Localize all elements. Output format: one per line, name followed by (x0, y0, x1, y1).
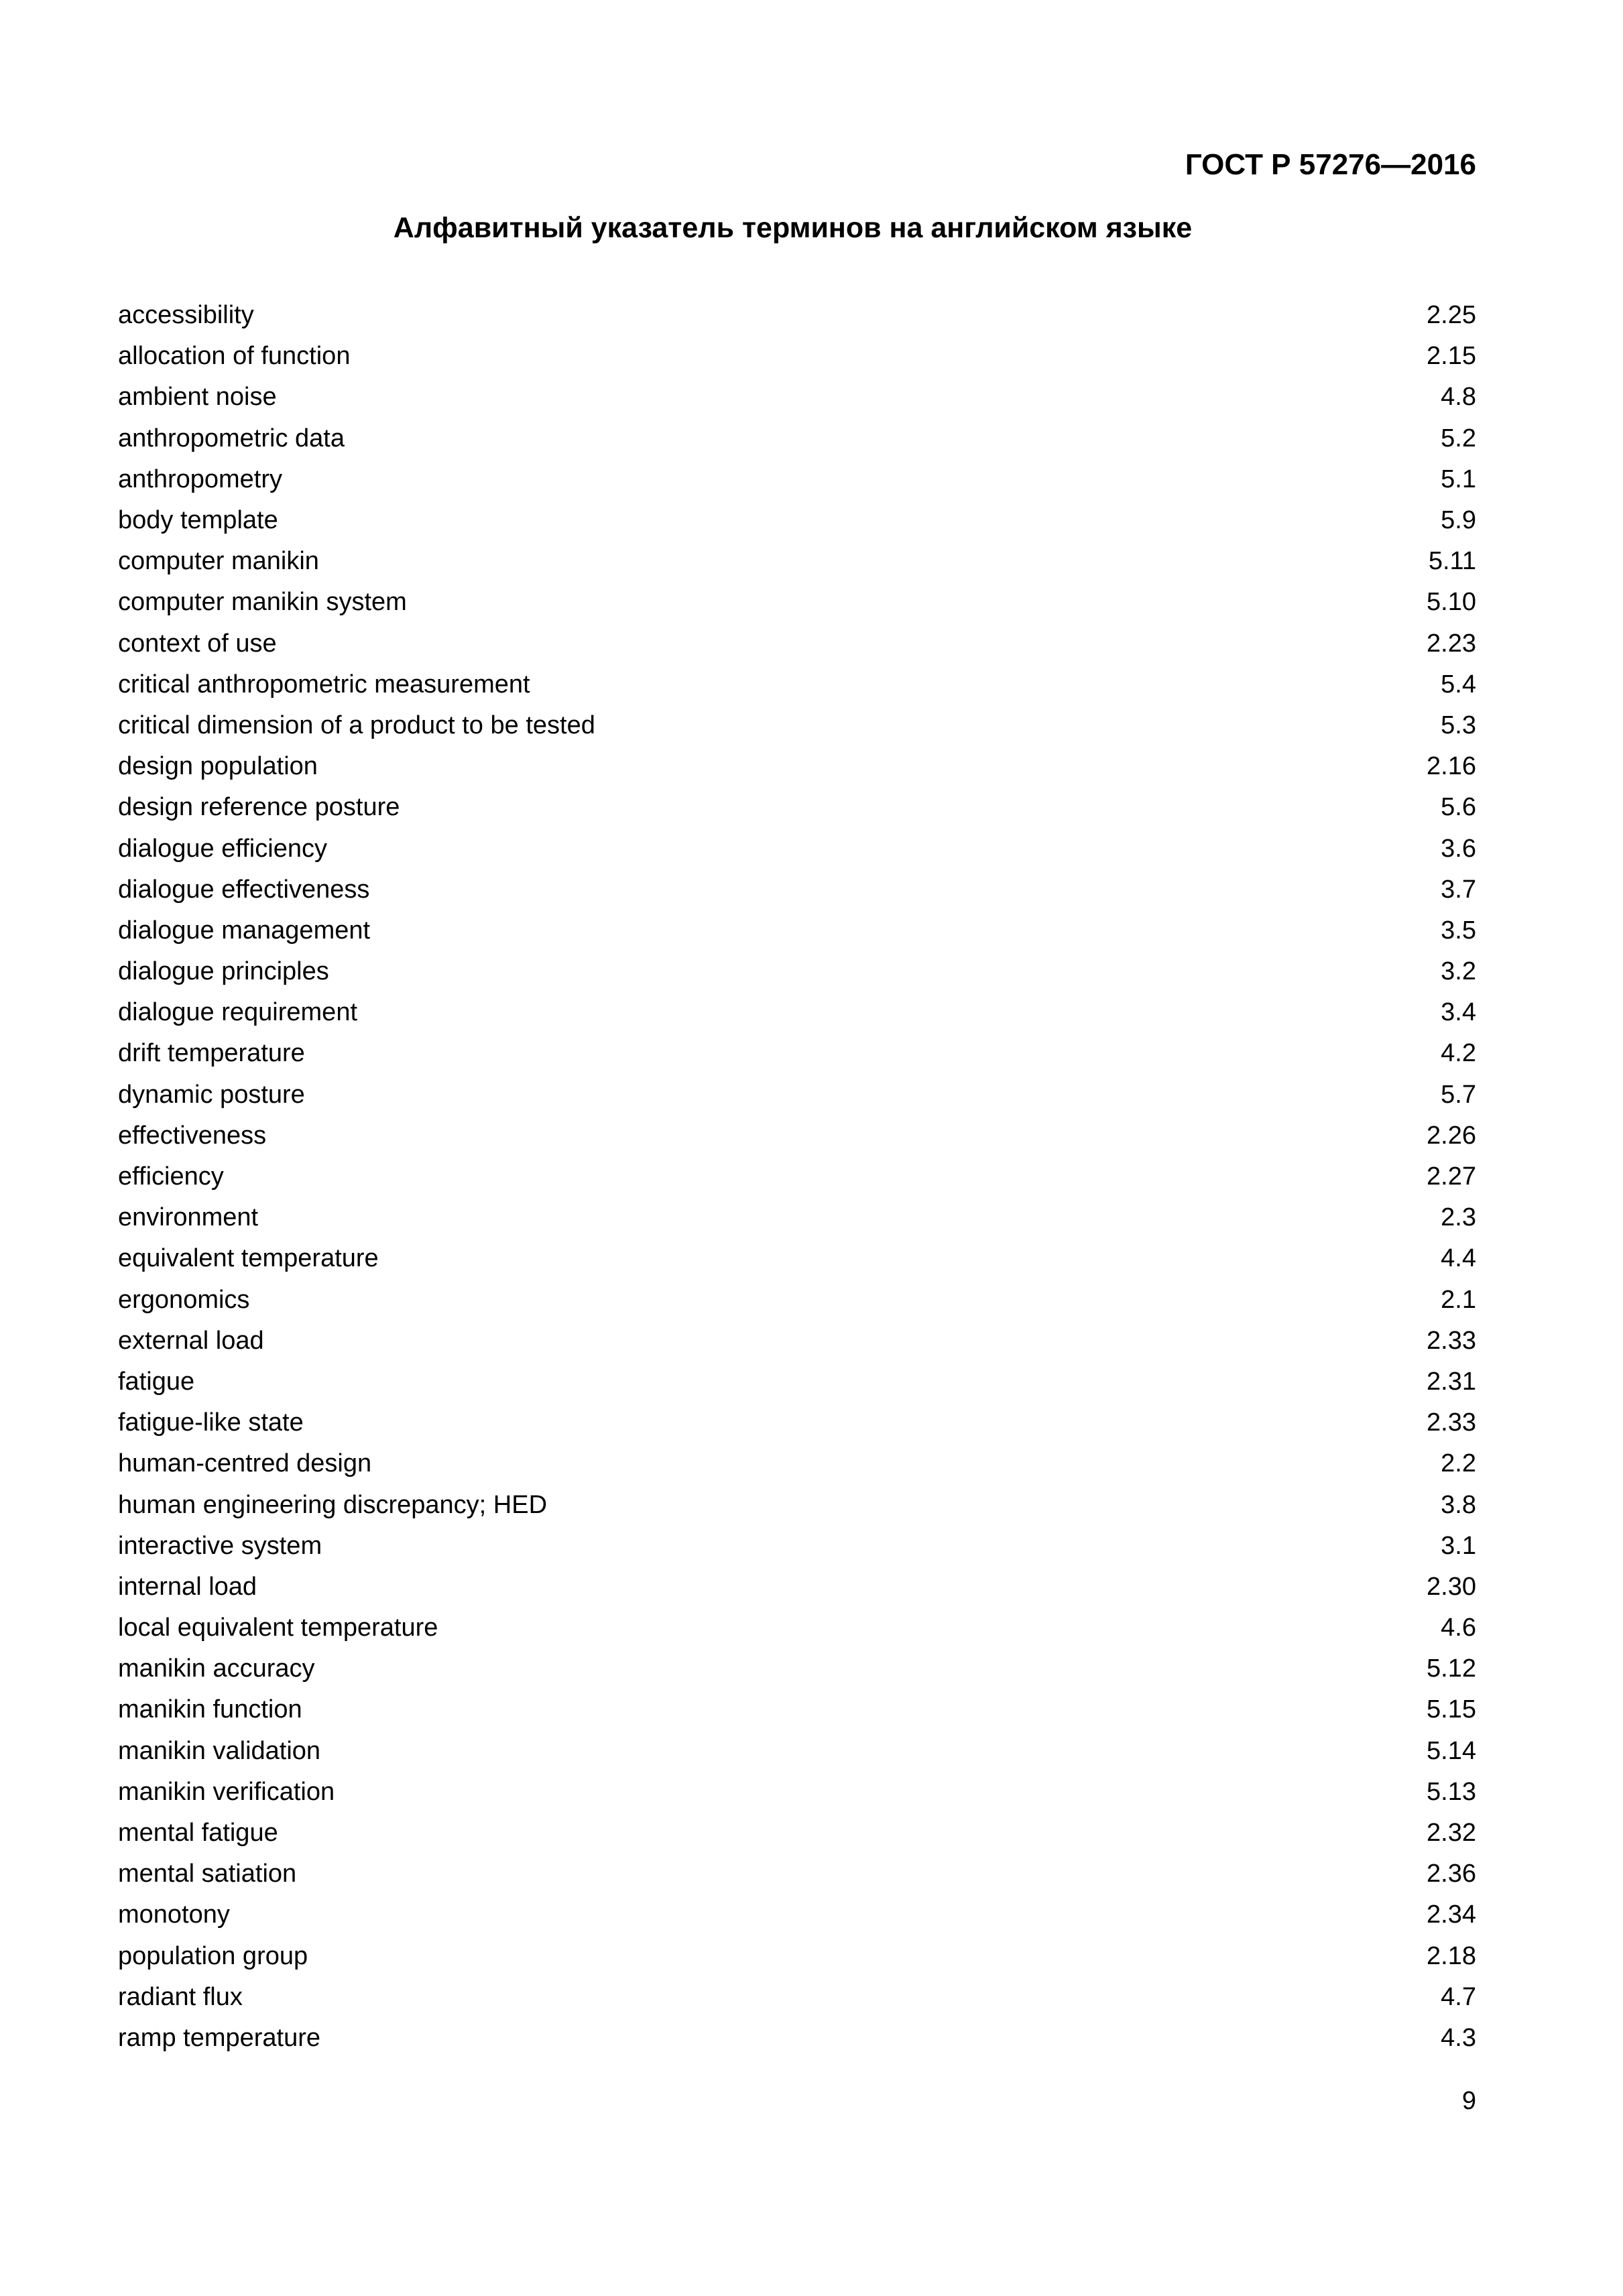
index-term: ambient noise (118, 383, 277, 412)
index-term-reference: 4.6 (1441, 1614, 1476, 1642)
index-entry (118, 623, 1476, 664)
index-term: internal load (118, 1572, 257, 1601)
index-term-reference: 5.6 (1441, 793, 1476, 822)
index-entry (118, 1280, 1476, 1321)
index-term-reference: 5.7 (1441, 1080, 1476, 1109)
index-term: body template (118, 506, 278, 535)
index-entry (118, 1443, 1476, 1484)
index-term-reference: 5.4 (1441, 670, 1476, 699)
index-term: environment (118, 1203, 259, 1232)
index-term-reference: 5.12 (1427, 1654, 1476, 1683)
index-entry (118, 951, 1476, 992)
index-entry (118, 992, 1476, 1033)
index-entry (118, 1156, 1476, 1197)
index-entry (118, 1648, 1476, 1689)
index-term-reference: 2.3 (1441, 1203, 1476, 1232)
index-term: fatigue-like state (118, 1408, 304, 1437)
index-entry (118, 910, 1476, 951)
index-entry (118, 1484, 1476, 1525)
index-term-reference: 4.2 (1441, 1039, 1476, 1068)
index-entry (118, 1854, 1476, 1894)
index-term-reference: 5.15 (1427, 1695, 1476, 1724)
index-term: manikin accuracy (118, 1654, 315, 1683)
index-entry (118, 1402, 1476, 1443)
index-term-reference: 2.1 (1441, 1285, 1476, 1314)
index-term: anthropometry (118, 465, 283, 493)
index-term: ergonomics (118, 1285, 250, 1314)
index-entry (118, 1526, 1476, 1567)
index-term-reference: 3.1 (1441, 1531, 1476, 1560)
index-term-reference: 2.36 (1427, 1860, 1476, 1888)
index-entry (118, 1977, 1476, 2018)
index-term-reference: 3.6 (1441, 834, 1476, 863)
index-term-reference: 4.4 (1441, 1244, 1476, 1273)
index-term-reference: 3.2 (1441, 957, 1476, 986)
index-term: anthropometric data (118, 424, 345, 452)
index-term: dialogue management (118, 916, 371, 945)
index-term-reference: 4.8 (1441, 383, 1476, 412)
index-term: fatigue (118, 1367, 195, 1396)
index-term-reference: 3.8 (1441, 1490, 1476, 1519)
index-term: manikin function (118, 1695, 302, 1724)
index-term: external load (118, 1326, 264, 1355)
index-entry (118, 787, 1476, 828)
index-entry (118, 582, 1476, 623)
index-entry (118, 459, 1476, 500)
index-term-reference: 5.10 (1427, 588, 1476, 617)
index-entry (118, 1362, 1476, 1402)
index-term: dialogue principles (118, 957, 329, 986)
index-entry (118, 1608, 1476, 1648)
index-term: context of use (118, 629, 277, 658)
index-entry (118, 1772, 1476, 1813)
index-entry (118, 705, 1476, 746)
index-entry (118, 869, 1476, 910)
index-term: computer manikin (118, 547, 319, 576)
index-term-reference: 2.16 (1427, 752, 1476, 781)
index-term-reference: 2.30 (1427, 1572, 1476, 1601)
index-term: monotony (118, 1900, 230, 1929)
index-term: manikin verification (118, 1777, 335, 1806)
index-term: population group (118, 1941, 308, 1970)
index-term-reference: 2.32 (1427, 1819, 1476, 1848)
index-term: mental satiation (118, 1860, 297, 1888)
index-term-reference: 2.27 (1427, 1162, 1476, 1191)
index-term-reference: 2.23 (1427, 629, 1476, 658)
index-entry (118, 1813, 1476, 1854)
index-term: allocation of function (118, 342, 351, 371)
index-term: drift temperature (118, 1039, 305, 1068)
page-number: 9 (1461, 2087, 1476, 2115)
index-term: ramp temperature (118, 2023, 321, 2052)
index-term: equivalent temperature (118, 1244, 379, 1273)
index-term-reference: 2.18 (1427, 1941, 1476, 1970)
index-entry (118, 1689, 1476, 1730)
index-term-reference: 5.1 (1441, 465, 1476, 493)
index-term-reference: 2.2 (1441, 1449, 1476, 1478)
index-term-reference: 2.25 (1427, 301, 1476, 330)
index-term-reference: 5.14 (1427, 1736, 1476, 1765)
index-term: local equivalent temperature (118, 1614, 438, 1642)
index-term: radiant flux (118, 1982, 243, 2011)
index-term: manikin validation (118, 1736, 321, 1765)
index-term-reference: 3.5 (1441, 916, 1476, 945)
index-term-reference: 4.3 (1441, 2023, 1476, 2052)
index-term: effectiveness (118, 1121, 267, 1150)
index-term-reference: 5.3 (1441, 711, 1476, 739)
index-term-reference: 5.9 (1441, 506, 1476, 535)
index-term: critical anthropometric measurement (118, 670, 530, 699)
index-term: dialogue efficiency (118, 834, 327, 863)
index-entry (118, 500, 1476, 541)
index-term: mental fatigue (118, 1819, 278, 1848)
index-term-reference: 5.2 (1441, 424, 1476, 452)
index-entry (118, 1238, 1476, 1279)
index-term: human-centred design (118, 1449, 372, 1478)
index-term: dialogue requirement (118, 998, 358, 1027)
index-term: dialogue effectiveness (118, 875, 370, 904)
index-term-reference: 5.13 (1427, 1777, 1476, 1806)
index-entry (118, 377, 1476, 418)
index-entry (118, 1567, 1476, 1608)
index-term-reference: 2.15 (1427, 342, 1476, 371)
index-term-reference: 2.34 (1427, 1900, 1476, 1929)
index-term: critical dimension of a product to be tested (118, 711, 595, 739)
index-term-reference: 4.7 (1441, 1982, 1476, 2011)
index-term-reference: 2.33 (1427, 1408, 1476, 1437)
index-term-reference: 3.4 (1441, 998, 1476, 1027)
index-entry (118, 1197, 1476, 1238)
index-term: efficiency (118, 1162, 224, 1191)
term-index-list (118, 295, 1476, 2059)
index-term: dynamic posture (118, 1080, 305, 1109)
index-term: computer manikin system (118, 588, 407, 617)
index-entry (118, 541, 1476, 582)
index-entry (118, 828, 1476, 869)
index-term-reference: 2.31 (1427, 1367, 1476, 1396)
index-entry (118, 418, 1476, 459)
index-entry (118, 336, 1476, 377)
index-term-reference: 3.7 (1441, 875, 1476, 904)
index-entry (118, 746, 1476, 787)
document-code: ГОСТ Р 57276—2016 (1185, 148, 1476, 181)
index-entry (118, 1115, 1476, 1156)
index-term-reference: 2.33 (1427, 1326, 1476, 1355)
index-term: design reference posture (118, 793, 400, 822)
index-entry (118, 664, 1476, 705)
index-term: human engineering discrepancy; HED (118, 1490, 548, 1519)
index-term-reference: 2.26 (1427, 1121, 1476, 1150)
index-term: interactive system (118, 1531, 322, 1560)
index-term: accessibility (118, 301, 254, 330)
index-entry (118, 1033, 1476, 1074)
index-entry (118, 1321, 1476, 1362)
index-entry (118, 2018, 1476, 2059)
index-title: Алфавитный указатель терминов на английском языке (393, 212, 1193, 244)
index-entry (118, 1731, 1476, 1772)
index-entry (118, 1936, 1476, 1977)
index-entry (118, 1894, 1476, 1935)
index-entry (118, 295, 1476, 336)
index-term-reference: 5.11 (1428, 547, 1476, 576)
index-term: design population (118, 752, 318, 781)
index-entry (118, 1075, 1476, 1115)
